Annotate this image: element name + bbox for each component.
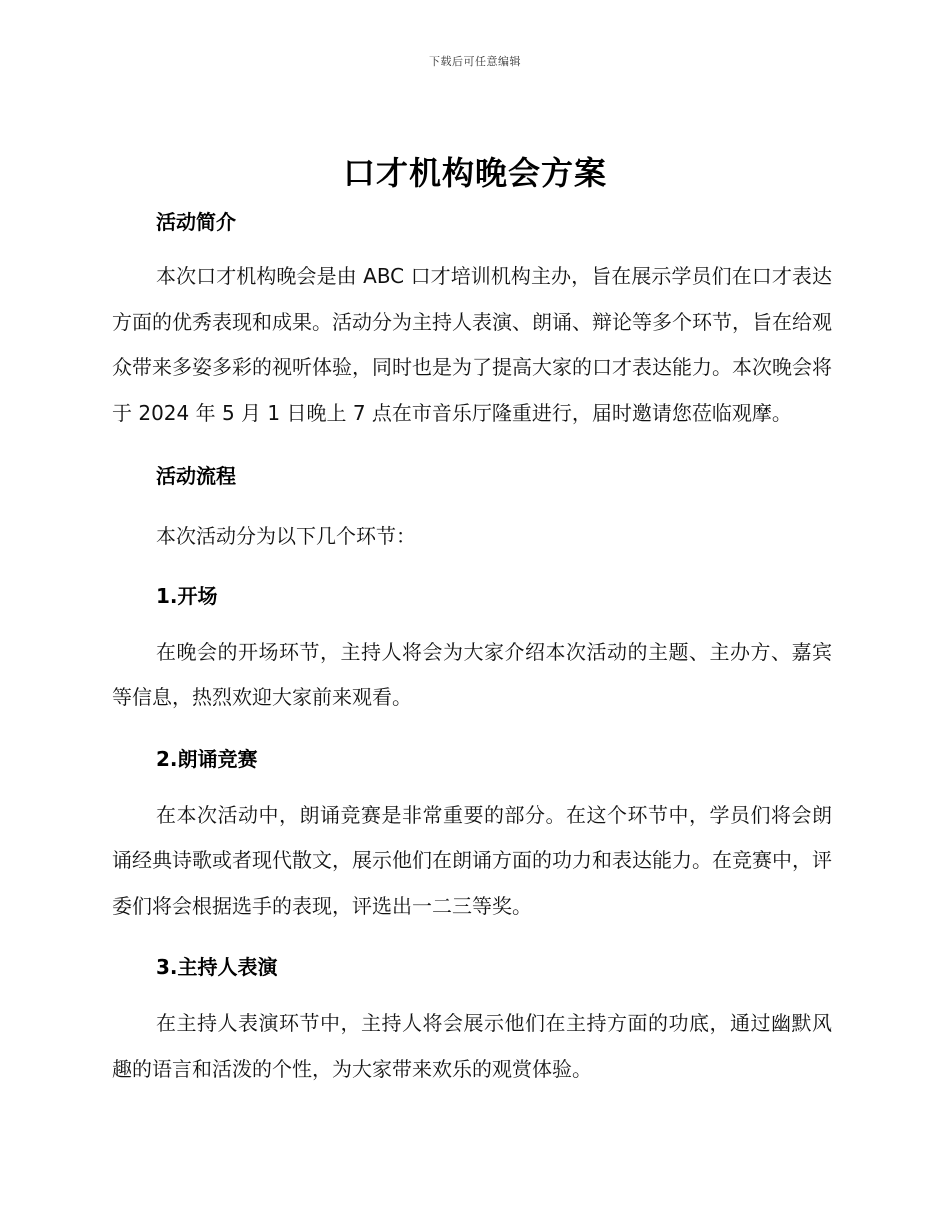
- page-header-note: 下载后可任意编辑: [429, 55, 521, 68]
- document-body: [112, 204, 832, 1092]
- section-heading-flow: 活动流程: [156, 464, 236, 488]
- section-heading-host-performance: 3.主持人表演: [156, 955, 278, 979]
- section-heading-intro: 活动简介: [156, 210, 236, 234]
- recitation-paragraph: 在本次活动中，朗诵竞赛是非常重要的部分。在这个环节中，学员们将会朗诵经典诗歌或者现代散文，展示他们在朗诵方面的功力和表达能力。在竞赛中，评委们将会根据选手的表现，评选出一二三等奖。: [112, 802, 832, 918]
- document-title: 口才机构晚会方案: [342, 154, 607, 192]
- host-performance-paragraph: 在主持人表演环节中，主持人将会展示他们在主持方面的功底，通过幽默风趣的语言和活泼的个性，为大家带来欢乐的观赏体验。: [112, 1011, 832, 1081]
- opening-paragraph: 在晚会的开场环节，主持人将会为大家介绍本次活动的主题、主办方、嘉宾等信息，热烈欢迎大家前来观看。: [112, 639, 832, 709]
- section-heading-opening: 1.开场: [156, 583, 218, 608]
- flow-paragraph: 本次活动分为以下几个环节：: [156, 524, 416, 548]
- intro-paragraph: 本次口才机构晚会是由 ABC 口才培训机构主办，旨在展示学员们在口才表达方面的优秀表现和成果。活动分为主持人表演、朗诵、辩论等多个环节，旨在给观众带来多姿多彩的视听体验，同时也是为了提高大家的口才表达能力。本次晚会将于 2024 年 5 月 1 日晚上 7 点在市音乐厅隆重进行，届时邀请您莅临观摩。: [112, 264, 832, 425]
- section-heading-recitation: 2.朗诵竞赛: [156, 746, 258, 771]
